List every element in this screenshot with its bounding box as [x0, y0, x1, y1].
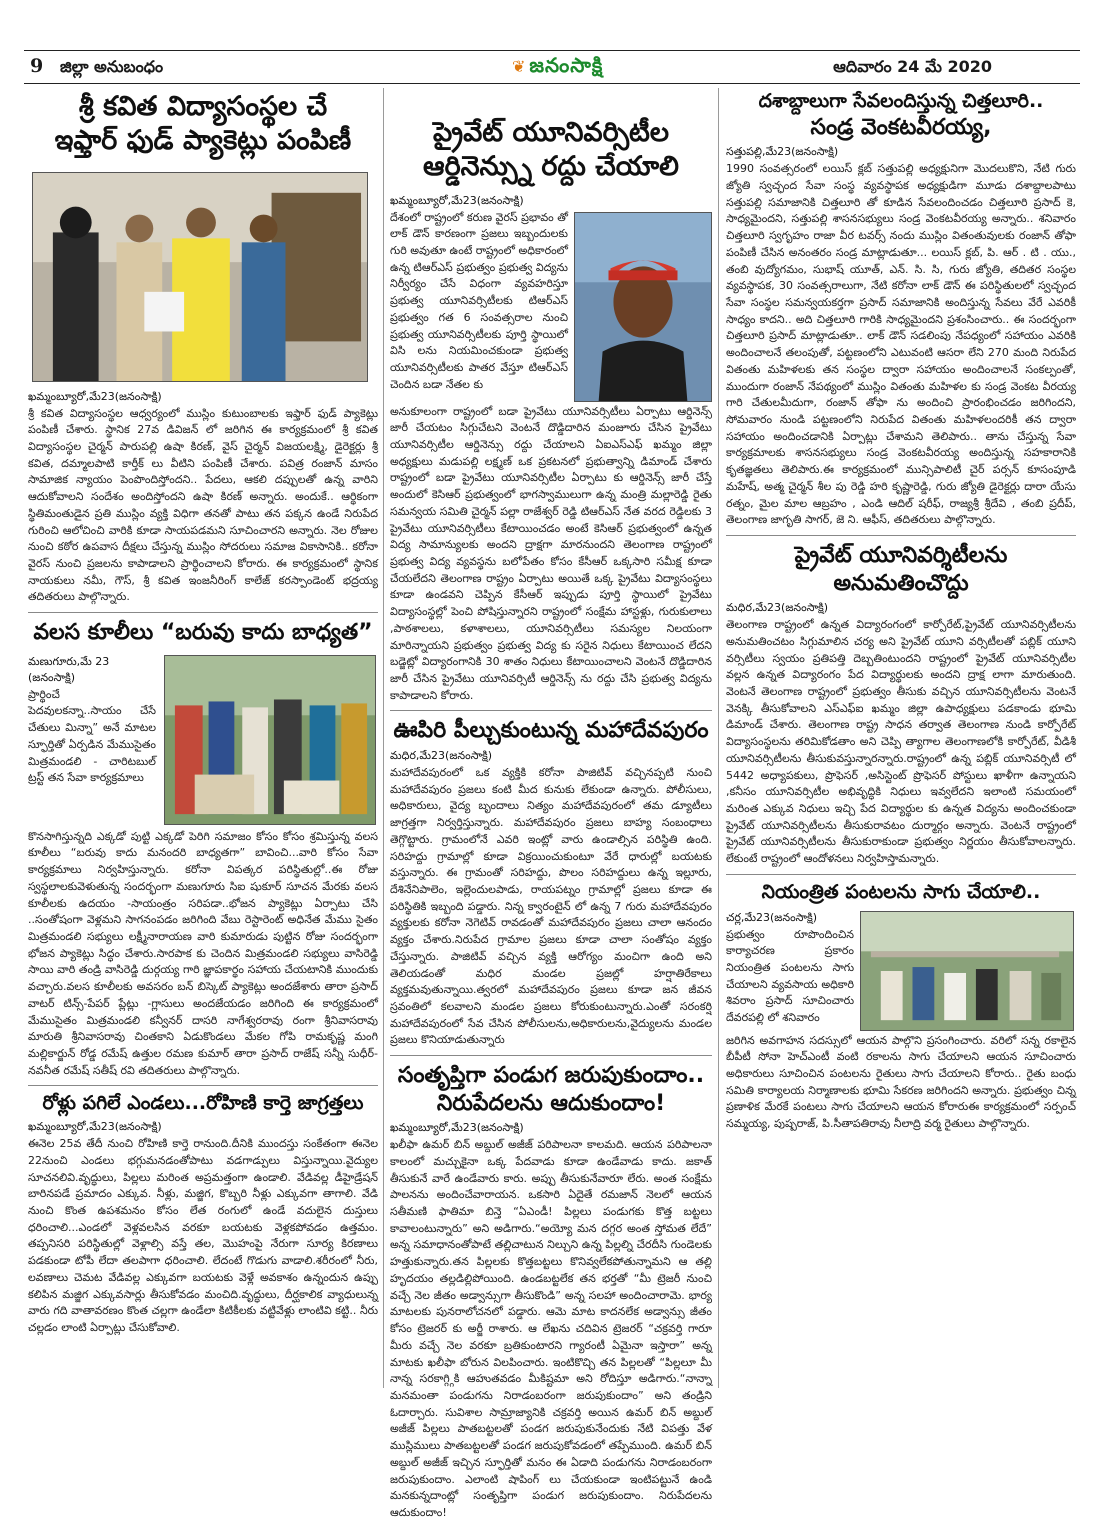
dateline: చర్ల,మే23(జనంసాక్షి)	[726, 910, 818, 924]
headline: రోళ్లు పగిలే ఎండలు...రోహిణి కార్తె జాగ్రత్తలు	[42, 1092, 364, 1115]
article-body-lead: ప్రార్థించే పెదవులకన్నా..సాయం చేసే చేతులు మిన్నా” అనే మాటల స్ఫూర్తితో ఏర్పడిన మేముసైతం మిత్రమండలి - చారిటబుల్ ట్రస్ట్ తన సేవా కార్యక్రమాలు	[28, 687, 156, 785]
page-number: 9	[30, 55, 44, 77]
headline: నియంత్రిత పంటలను సాగు చేయాలి..	[761, 880, 1041, 903]
article-private-university	[390, 116, 712, 704]
issue-date: ఆదివారం 24 మే 2020	[833, 57, 992, 76]
headline: దశాబ్దాలుగా సేవలందిస్తున్న చిత్తలూరి..	[758, 90, 1044, 112]
headline: నిరుపేదలను ఆదుకుందాం!	[436, 1090, 666, 1116]
divider	[390, 710, 712, 711]
headline: ఊపిరి పీల్చుకుంటున్న మహాదేవపురం	[393, 718, 709, 744]
article-photo	[164, 655, 376, 825]
dateline: ఖమ్మంబ్యూరో,మే23(జనంసాక్షి)	[28, 1120, 162, 1134]
column-middle	[390, 90, 712, 1519]
dateline: మధిర,మే23(జనంసాక్షి)	[390, 748, 493, 762]
article-body-lead: దేశంలో రాష్ట్రంలో కరుణ వైరస్ ప్రభావం తో లాక్ డౌన్ కారణంగా ప్రజలు ఇబ్బందులకు గురి అవుతూ ఉంటే రాష్ట్రంలో అధికారంలో ఉన్న టిఆర్ఎస్ ప్రభుత్వం ప్రభుత్వ విద్యను నిర్వీర్యం చేసే విధంగా వ్యవహరిస్తూ ప్రభుత్వ యూనివర్సిటీలకు టిఆర్ఎస్ ప్రభుత్వం గత 6 సంవత్సరాల నుంచి ప్రభుత్వ యూనివర్సిటీలకు పూర్తి స్థాయిలో విసి లను నియమించకుండా ప్రభుత్వ యూనివర్సిటీలకు పాతర వేస్తూ టిఆర్ఎస్ చెందిన బడా నేతల కు	[390, 210, 568, 391]
narrow-text	[390, 190, 568, 394]
divider	[726, 535, 1076, 536]
article-kavitha	[28, 90, 378, 606]
article-niyanthritha	[726, 881, 1076, 1133]
headline: సండ్ర వెంకటవీరయ్య,	[810, 114, 992, 140]
article-body: ఈనెల 25వ తేదీ నుంచి రోహిణి కార్తె రానుంది.దీనికి ముందస్తు సంకేతంగా ఈనెల 22నుంచి ఎండలు భగ్గుమనడంతోపాటు వడగాడ్పులు విస్తున్నాయి.వైద్యుల సూచనలివి.వృద్ధులు, పిల్లలు మరింత అప్రమత్తంగా ఉండాలి. వేడివల్ల డీహైడ్రేషన్ బారినపడే ప్రమాదం ఎక్కువ. నీళ్లు, మజ్జిగ, కొబ్బరి నీళ్లు ఎక్కువగా తాగాలి. వేడి నుంచి కొంత ఉపశమనం కోసం లేత రంగులో ఉండే వదులైన దుస్తులు ధరించాలి...ఎండలో వెళ్లవలసిన వరకూ బయటకు వెళ్లకపోవడం ఉత్తమం. తప్పనిసరి పరిస్థితుల్లో వెళ్లాల్సి వస్తే తల, మొహంపై నేరుగా సూర్య కిరణాలు పడకుండా టోపీ లేదా తలపాగా ధరించాలి. లేదంటే గొడుగు వాడాలి.శరీరంలో నీరు, లవణాలు చెమట వేడివల్ల ఎక్కువగా బయటకు వెళ్లే అవకాశం ఉన్నందున ఉప్పు కలిపిన మజ్జిగ ఎక్కువసార్లు తీసుకోవడం మంచిది.వృద్ధులు, దీర్ఘకాలిక వ్యాధులున్న వారు గది వాతావరణం కొంత చల్లగా ఉండేలా కిటికీలకు వట్టివేళ్లు లాంటివి కట్టి.. నీరు చల్లడం లాంటి ఏర్పాట్లు చేసుకోవాలి.	[28, 1137, 378, 1335]
divider	[28, 1085, 378, 1086]
narrow-text	[726, 907, 854, 1027]
column-right	[726, 90, 1076, 1385]
article-chittaluri	[726, 90, 1076, 529]
headline: ప్రైవేట్ యూనివర్సిటీల	[432, 117, 670, 148]
article-body: కొనసాగిస్తున్నది ఎక్కడో పుట్టి ఎక్కడో పెరిగి సమాజం కోసం కోసం శ్రమిస్తున్న వలస కూలీలు “బరువు కాదు మనందరి బాధ్యతగా” బావించి...వారి కోసం సేవా కార్యక్రమాలు నిర్వహిస్తున్నారు. కరోనా విపత్కర పరిస్థితుల్లో..ఈ రోజు స్వస్థలాలకువెళుతున్న సందర్భంగా మణుగూరు సిఐ షుకూర్ సూచన మేరకు వలస కూలీలకు ఉదయం -సాయంత్రం సరిపడా..భోజన ప్యాకెట్లు ఏర్పాటు చేసి ..సంతోషంగా వెళ్లమని సాగనంపడం జరిగింది వేబు రెస్టారెంట్ అధినేత మేము సైతం మిత్రమండలి సభ్యులు లక్ష్మీనారాయణ వారి కుమారుడు పుట్టిన రోజు సందర్భంగా భోజన ప్యాకెట్లు సిద్ధం చేశారు.సారపాక కు చెందిన మిత్రమండలి సభ్యులు వాసిరెడ్డి సాయి వారి తండ్రి వాసిరెడ్డి దుర్గయ్య గారి జ్ఞాపకార్థం సహాయ చేయటానికి ముందుకు వచ్చారు.వలస కూలీలకు అవసరం బన్ బిస్కెట్ ప్యాకెట్లు అందజేశారు తారా ప్రసాద్ వాటర్ టిన్స్-పేపర్ ప్లేట్లు -గ్లాసులు అందజేయడం జరిగింది ఈ కార్యక్రమంలో మేముసైతం మిత్రమండలి కన్వీనర్ దాసరి నాగేశ్వరరావు రంగా శ్రీనివాసరావు మారుతి శ్రీనివాసరావు చింతకాని ఏడుకొండలు మేకల గోపి రామకృష్ణ మంగి మల్లికార్జున్ రోడ్డ రమేష్ ఉత్తుల రమణ కుమార్ తారా ప్రసాద్ రాజేష్ సన్నీ సుధీర్-నవనీత రమేష్ సతీష్ రవి తదితరులు పాల్గొన్నారు.	[28, 829, 378, 1077]
article-body: ఖలీఫా ఉమర్ బిన్ అబ్దుల్ అజీజ్ పరిపాలనా కాలమది. ఆయన పరిపాలనా కాలంలో మచ్చుకైనా ఒక్క పేదవాడు కూడా ఉండేవాడు కాదు. జకాత్ తీసుకునే వారే ఉండేవారు కారు. అప్పు తీసుకునేవారూ లేరు. అంత సంక్షేమ పాలనను అందించేవారాయన. ఒకసారి ఏదైతే రమజాన్ నెలలో ఆయన సతీమణి ఫాతిమా బిన్తె “ఏఎండీ! పిల్లలు పండుగకు కొత్త బట్టలు కావాలంటున్నారు” అని అడిగారు.“అయ్యో మన దగ్గర అంత స్తోమత లేదే” అన్న సమాధానంతోపాటే తల్లిచాటున నిల్చుని ఉన్న పిల్లల్ని చేరదీసి గుండెలకు హత్తుకున్నారు.తన పిల్లలకు కొత్తబట్టలు కొనివ్వలేకపోతున్నామని ఆ తల్లి హృదయం తల్లడిల్లిపోయింది. ఉండబట్టలేక తన భర్తతో “మీ ట్రెజరీ నుంచి వచ్చే నెల జీతం అడ్వాన్సుగా తీసుకొండి” అన్న సలహా అందించారామె. భార్య మాటలకు పునరాలోచనలో పడ్డారు. ఆమె మాట కాదనలేక అడ్వాన్సు జీతం కోసం ట్రెజరర్ కు అర్జీ రాశారు. ఆ లేఖను చదివిన ట్రెజరర్ “చక్రవర్తి గారూ మీరు వచ్చే నెల వరకూ బ్రతికుంటారని గ్యారంటీ ఏమైనా ఇస్తారా” అన్న మాటకు ఖలీఫా బోరున విలపించారు. ఇంటికొచ్చి తన పిల్లలతో “పిల్లలూ మీ నాన్న సరకాగ్గ్గికి ఆహుతవడం మీకిష్టమా అని రోదిస్తూ అడిగారు.“నాన్నా మనమంతా పండుగను నిరాడంబరంగా జరుపుకుందాం” అని తండ్రిని ఓదార్చారు. సువిశాల సామ్రాజ్యానికి చక్రవర్తి అయిన ఉమర్ బిన్ అబ్దుల్ అజీజ్ పిల్లలు పాతబట్టలతో పండగ జరుపుకునేందుకు నేటి విపత్తు వేళ ముస్లిములు పాతబట్టలతో పండగ జరుపుకోవడంలో తప్పేముంది. ఉమర్ బిన్ అబ్దుల్ అజీజ్ ఇచ్చిన స్ఫూర్తితో మనం ఈ ఏడాది పండుగను నిరాడంబరంగా జరుపుకుందాం. ఎలాంటి షాపింగ్ లు చేయకుండా ఇంటిపట్టునే ఉండి మనకున్నదాంట్లో సంతృప్తిగా పండుగ జరుపుకుందాం. నిరుపేదలను ఆదుకుందాం!	[390, 1138, 712, 1519]
headline: ప్రైవేట్ యూనివర్శిటీలను అనుమతించొద్దు	[794, 543, 1008, 596]
article-private-university-2	[726, 542, 1076, 868]
text-photo-row	[726, 907, 1076, 1033]
text-photo-row	[28, 651, 378, 829]
logo-text: జనంసాక్షి	[529, 53, 604, 77]
article-body: మహాదేవపురంలో ఒక వ్యక్తికి కరోనా పాజిటివ్ వచ్చినప్పటి నుంచి మహాదేవపురం ప్రజలు కంటి మీద కునుకు లేకుండా ఉన్నారు. పోలీసులు, అధికారులు, వైద్య బృందాలు నిత్యం మహాదేవపురంలో తమ డ్యూటీలు జాగ్రత్తగా నిర్వర్తిస్తున్నారు. మహాదేవపురం ప్రజలు బాహ్య సంబంధాలు తెగ్గొట్టారు. గ్రామంలోనే ఎవరి ఇంట్లో వారు ఉండాల్సిన పరిస్థితి ఉంది. సరిహద్దు గ్రామాల్లో కూడా విక్రయించుకుంటూ వేరే ధారుల్లో బయటకు వస్తున్నారు. ఈ గ్రామంతో సరిహద్దు, పొలం సరిహద్దులు ఉన్న ఇల్లూరు, దేశినేనిపాలెం, ఇల్లెందులపాడు, రాయపట్నం గ్రామాల్లో ప్రజలు కూడా ఈ పరిస్థితికి ఇబ్బంది పడ్డారు. నిన్న క్వారంటైన్ లో ఉన్న 7 గురు మహాదేవపురం వ్యక్తులకు కరోనా నెగెటివ్ రావడంతో మహాదేవపురం ప్రజలు చాలా ఆనందం వ్యక్తం చేశారు.నిరుపేద గ్రామాల ప్రజలు కూడా చాలా సంతోషం వ్యక్తం చేస్తున్నారు. పాజిటివ్ వచ్చిన వ్యక్తి ఆరోగ్యం మంచిగా ఉంది అని తెలియడంతో మధిర మండల ప్రజల్లో హర్షాతిరేకాలు వ్యక్తమవుతున్నాయి.త్వరలో మహాదేవపురం ప్రజలు కూడా జన జీవన స్రవంతిలో కలవాలని మండల ప్రజలు కోరుకుంటున్నారు.ఎంతో సరంకర్షి మహాదేవపురంలో సేవ చేసిన పోలీసులను,అధికారులను,వైద్యులను మండల ప్రజలు కొనియాడుతున్నారు	[390, 765, 712, 1047]
headline: సంతృప్తిగా పండుగ జరుపుకుందాం..	[397, 1063, 705, 1089]
article-body-lead: ప్రభుత్వం రూపొందించిన కార్యాచరణ ప్రకారం నియంత్రిత పంటలను సాగు చేయాలని వ్యవసాయ అధికారి శివరాం ప్రసాద్ సూచించారు దేవరపల్లి లో శనివారం	[726, 927, 854, 1025]
portrait-photo	[574, 212, 712, 402]
dateline: ఖమ్మంబ్యూరో,మే23(జనంసాక్షి)	[390, 193, 524, 207]
article-body: అనుకూలంగా రాష్ట్రంలో బడా ప్రైవేటు యూనివర్సిటీలు ఏర్పాటు ఆర్డినెన్స్ జారీ చేయటం సిగ్గుచేటని వెంటనే దొడ్డిదారిన మంజూరు చేసిన ప్రైవేటు యూనివర్సిటీల ఆర్డినెన్సు రద్దు చేయాలని ఏఐఎస్ఎఫ్ ఖమ్మం జిల్లా అధ్యక్షులు మడుపల్లి లక్ష్మణ్ ఒక ప్రకటనలో ప్రభుత్వాన్ని డిమాండ్ చేశారు రాష్ట్రంలో బడా ప్రైవేటు యూనివర్సిటీల ఏర్పాటు కు ఆర్డినెన్స్ జారీ చేస్తే అందులో కెసిఆర్ ప్రభుత్వంలో భాగస్వాములుగా ఉన్న మంత్రి మల్లారెడ్డి రైతు సమన్వయ సమితి చైర్మన్ పల్లా రాజేశ్వర్ రెడ్డి టిఆర్ఎస్ నేత వరద రెడ్డిలకు 3 ప్రైవేటు యూనివర్సిటీలు కేటాయించడం అంటే కెసిఆర్ ప్రభుత్వంలో ఉన్నత విద్య సామాన్యులకు అందని ద్రాక్షగా మారనుందని తెలంగాణ రాష్ట్రంలో ప్రభుత్వ విద్య వ్యవస్థను బలోపేతం కోసం కేసీఆర్ ఒక్కసారి సమీక్ష కూడా చేయలేదని తెలంగాణ రాష్ట్రం ఏర్పాటు అయితే ఒక్క ప్రైవేటు విద్యాసంస్థలు కూడా ఉండవని చెప్పిన కేసీఆర్ ఇప్పుడు పూర్తి స్థాయిలో ప్రైవేటు విద్యాసంస్థల్లో పెంచి పోషిస్తున్నారని రాష్ట్రంలో సంక్షేమ హాస్టళ్లు, గురుకులాలు ,పాఠశాలలు, కళాశాలలు, యూనివర్సిటీలు సమస్యల నిలయంగా మారిన్నాయని ప్రభుత్వం ప్రభుత్వ విద్య కు సరైన నిధులు కేటాయించ లేదని బడ్జెట్లో విద్యారంగానికి 30 శాతం నిధులు కేటాయించాలని వెంటనే దొడ్డిదారిన జారీ చేసిన ప్రైవేటు యూనివర్సిటీ ఆర్డినెన్స్ ను రద్దు చేసి ప్రభుత్వ విద్యను కాపాడాలని కోరారు.	[390, 404, 712, 702]
column-divider	[718, 88, 719, 1388]
article-body: శ్రీ కవిత విద్యాసంస్థల ఆధ్వర్యంలో ముస్లిం కుటుంబాలకు ఇఫ్తార్ ఫుడ్ ప్యాకెట్లు పంపిణీ చేశారు. స్థానిక 27వ డివిజన్ లో జరిగిన ఈ కార్యక్రమంలో శ్రీ కవిత విద్యాసంస్థల చైర్మన్ పారుపల్లి ఉషా కిరణ్, వైస్ చైర్మన్ విజయలక్ష్మి, డైరెక్టర్లు శ్రీ కవిత, దమ్మాలపాటి కార్తీక్ లు వీటిని పంపిణీ చేశారు. పవిత్ర రంజాన్ మాసం సామాజిక న్యాయం పెంపొందిస్తోందని.. పేదలు, ఆకలి దప్పులతో ఉన్న వారిని ఆదుకోవాలని సందేశం అందిస్తోందని ఉషా కిరణ్ అన్నారు. అందుకే.. ఆర్థికంగా స్థితిమంతుడైన ప్రతి ముస్లిం వ్యక్తి విధిగా తనతో పాటు తన పక్కన ఉండే నిరుపేద గురించి ఆలోచించి వారికి కూడా సాయపడమని సూచించారని అన్నారు. నెల రోజుల నుంచి కఠోర ఉపవాస దీక్షలు చేస్తున్న ముస్లిం సోదరులు సమాజ వికాసానికి.. కరోనా వైరస్ నుంచి ప్రజలను కాపాడాలని ప్రార్థించాలని కోరారు. ఈ కార్యక్రమంలో స్థానిక నాయకులు నమీ, గౌస్, శ్రీ కవిత ఇంజనీరింగ్ కాలేజ్ కరస్పాండెంట్ భద్రయ్య తదితరులు పాల్గొన్నారు.	[28, 406, 378, 604]
dateline: మణుగూరు,మే 23 (జనంసాక్షి)	[28, 654, 110, 684]
masthead	[24, 50, 1080, 84]
article-body: తెలంగాణ రాష్ట్రంలో ఉన్నత విద్యారంగంలో కార్పోరేట్,ప్రైవేట్ యూనివర్సిటీలను అనుమతించటం సిగ్గుమాలిన చర్య అని ప్రైవేట్ యూని వర్సిటీలతో పబ్లిక్ యూని వర్సిటీలు స్వయం ప్రతిపత్తి దెబ్బతింటుందని రాష్ట్రంలో ప్రైవేట్ యూనివర్సిటీల వల్లన ఉన్నత విద్యారంగం పేద విద్యార్థులకు అందని ద్రాక్ష లాగా మారుతుంది. వెంటనే తెలంగాణ రాష్ట్రంలో ప్రభుత్వం తీసుకు వచ్చిన యూనివర్సిటీలను వెంటనే వెనక్కి తీసుకోవాలని ఎస్ఎఫ్ఐ ఖమ్మం జిల్లా ఉపాధ్యక్షులు పడకాండు భూమి డిమాండ్ చేశారు. తెలంగాణ రాష్ట్ర సాధన తర్వాత తెలంగాణ నుండి కార్పోరేట్ విద్యాసంస్థలను తరిమికోడతాం అని చెప్పి త్యాగాల తెలంగాణలోకి కార్పోరేట్, వీడిశీ యూనివర్సిటీలను తీసుకువస్తున్నారన్నారు.రాష్ట్రంలో ఉన్న పబ్లిక్ యూనివర్సిటీ లో 5442 అధ్యాపకులు, ప్రొఫెసర్ ,అసిస్టెంట్ ప్రొఫెసర్ పోస్టులు ఖాళీగా ఉన్నాయని ,కనీసం యూనివర్సిటీల అభివృద్ధికి నిధులు ఇవ్వలేదని ఇలాంటి సమయంలో మరింత ఎక్కువ నిధులు ఇచ్చి పేద విద్యార్థుల కు ఉన్నత విద్యను అందించకుండా ప్రైవేట్ యూనివర్సిటీలను తీసుకురావటం దుర్మార్గం అన్నారు. వెంటనే రాష్ట్రంలో ప్రైవేట్ యూనివర్సిటీలను తీసుకురాకుండా ప్రభుత్వం నిర్ణయం తీసుకోవాలన్నారు. లేకుంటే రాష్ట్రంలో ఆందోళనలు నిర్వహిస్తామన్నారు.	[726, 618, 1076, 866]
headline: ఆర్డినెన్స్ను రద్దు చేయాలి	[423, 150, 679, 182]
dateline: ఖమ్మంబ్యూరో,మే23(జనంసాక్షి)	[28, 389, 162, 403]
section-title: జిల్లా అనుబంధం	[60, 57, 164, 76]
article-valasa	[28, 619, 378, 1079]
narrow-text	[28, 651, 156, 787]
divider	[390, 1055, 712, 1056]
article-body: 1990 సంవత్సరంలో లయిస్ క్లబ్ సత్తుపల్లి అధ్యక్షునిగా మొదలుకొని, నేటి గురు జ్యోతి స్వచ్ఛంద సేవా సంస్థ వ్యవస్థాపక అధ్యక్షుడిగా మూడు దశాబ్దాలపాటు సత్తుపల్లి సమాజానికి చిత్తలూరి తో కూడిన సేవలందించడం చిత్తలూరి ప్రసాద్ కె, సాధ్యమైందని, సత్తుపల్లి శాసనసభ్యులు సండ్ర వెంకటవీరయ్య అన్నారు.. శనివారం చిత్తలూరి స్వగృహం రాజా వీర టవర్స్ నందు ముస్లిం వితంతువులకు రంజాన్ తోఫా పంపిణీ చేసిన అనంతరం సండ్ర మాట్లాడుతూ... లయిస్ క్లబ్, పి. ఆర్ . టి . యు., తంబి వుద్యోగమం, సుభాష్ యూత్, ఎన్. సి. సి, గురు జ్యోతి, తదితర సంస్థల వ్యవస్థాపక, 30 సంవత్సరాలుగా, నేటి కరోనా లాక్ డౌన్ ఈ పరిస్థితులలో స్వచ్ఛంద సేవా సంస్థల సమన్వయకర్తగా ప్రసాద్ సమాజానికి అందిస్తున్న సేవలు వేరే ఎవరికీ సాధ్యం కాదని.. అది చిత్తలూరి గారికి సాధ్యమైందని ప్రశంసించారు.. ఈ సందర్భంగా చిత్తలూరి ప్రసాద్ మాట్లాడుతూ.. లాక్ డౌన్ సడలింపు నేపధ్యంలో సహాయం ఎవరికి అందించాలనే తలంపుతో, పట్టణంలోని ఎటువంటి ఆసరా లేని 270 మంది నిరుపేద వితంతు మహిళలకు తన సంస్థల ద్వారా సహాయం అందించాలనే సంకల్పంతో, ముందుగా రంజాన్ నేపథ్యంలో ముస్లిం వితంతు మహిళల కు సండ్ర వెంకట వీరయ్య గారి చేతులమీదుగా, రంజాన్ తోఫా ను అందించి ప్రారంభించడం జరిగిందని, సోమవారం నుండి పట్టణంలోని నిరుపేద వితంతు మహిళలందరికీ తన ద్వారా సహాయం అందించడానికి ఏర్పాట్లు చేశామని తెలిపారు.. తాను చేస్తున్న సేవా కార్యక్రమాలకు శాసనసభ్యులు సండ్ర వెంకటవీరయ్య అందిస్తున్న సహకారానికి కృతజ్ఞతలు తెలిపారు.ఈ కార్యక్రమంలో మున్సిపాలిటీ చైర్ పర్సన్ కూసంపూడి మహేష్, అత్మ చైర్మన్ శీల పు రెడ్డి హరి కృష్ణారెడ్డి, గురు జ్యోతి డైరెక్టర్లు దారా యేసు రత్నం, మైల మాల ఆబ్రహం , ఎండి ఆదిల్ షరీఫ్, రాజ్యశ్రీ శ్రీదేవి , తంబి ప్రదీప్, తెలంగాణ జాగృతి సాగర్, జె ని. ఆఫీస్, తదితరులు పాల్గొన్నారు.	[726, 162, 1076, 527]
newspaper-logo	[512, 53, 603, 82]
article-santhrupthi	[390, 1062, 712, 1522]
headline: వలస కూలీలు “బరువు కాదు బాధ్యత”	[33, 620, 373, 646]
leaf-icon: ❦	[512, 57, 527, 76]
dateline: సత్తుపల్లి,మే23(జనంసాక్షి)	[726, 145, 839, 159]
text-photo-row	[390, 190, 712, 404]
article-photo	[32, 172, 368, 382]
article-photo	[860, 911, 1074, 1031]
dateline: మధిర,మే23(జనంసాక్షి)	[726, 601, 829, 615]
column-left	[28, 90, 378, 1385]
dateline: ఖమ్మంబ్యూరో,మే23(జనంసాక్షి)	[390, 1121, 524, 1135]
divider	[28, 612, 378, 613]
column-divider	[383, 88, 384, 1388]
article-mahadevapuram	[390, 717, 712, 1049]
article-rohini	[28, 1092, 378, 1336]
headline: శ్రీ కవిత విద్యాసంస్థల చే	[78, 91, 328, 122]
photo-frame	[28, 172, 378, 386]
article-body: జరిగిన అవగాహన సదస్సులో ఆయన పాల్గొని ప్రసంగించారు. వరిలో సన్న రకాలైన బీపీటీ సోనా హెచ్ఎంటీ వంటి రకాలను సాగు చేయాలని ఆయన సూచించారు అధికారులు సూచించిన పంటలను రైతులు సాగు చేయాలని కోరారు.. రైతు బంధు సమితి కార్యాలయ నిర్మాణాలకు భూమి సేకరణ జరిగిందని అన్నారు. ప్రభుత్వం చిన్న ప్రణాళిక మేరకే పంటలు సాగు చేయాలని ఆయన కోరారుఈ కార్యక్రమంలో సర్పంచ్ సమ్మయ్య, పుష్పరాజ్, పి.సీతాపతిరావు నీలాద్రి వర్మ రైతులు పాల్గొన్నారు.	[726, 1033, 1076, 1131]
divider	[726, 874, 1076, 875]
headline: ఇఫ్తార్ ఫుడ్ ప్యాకెట్లు పంపిణీ	[54, 124, 352, 156]
